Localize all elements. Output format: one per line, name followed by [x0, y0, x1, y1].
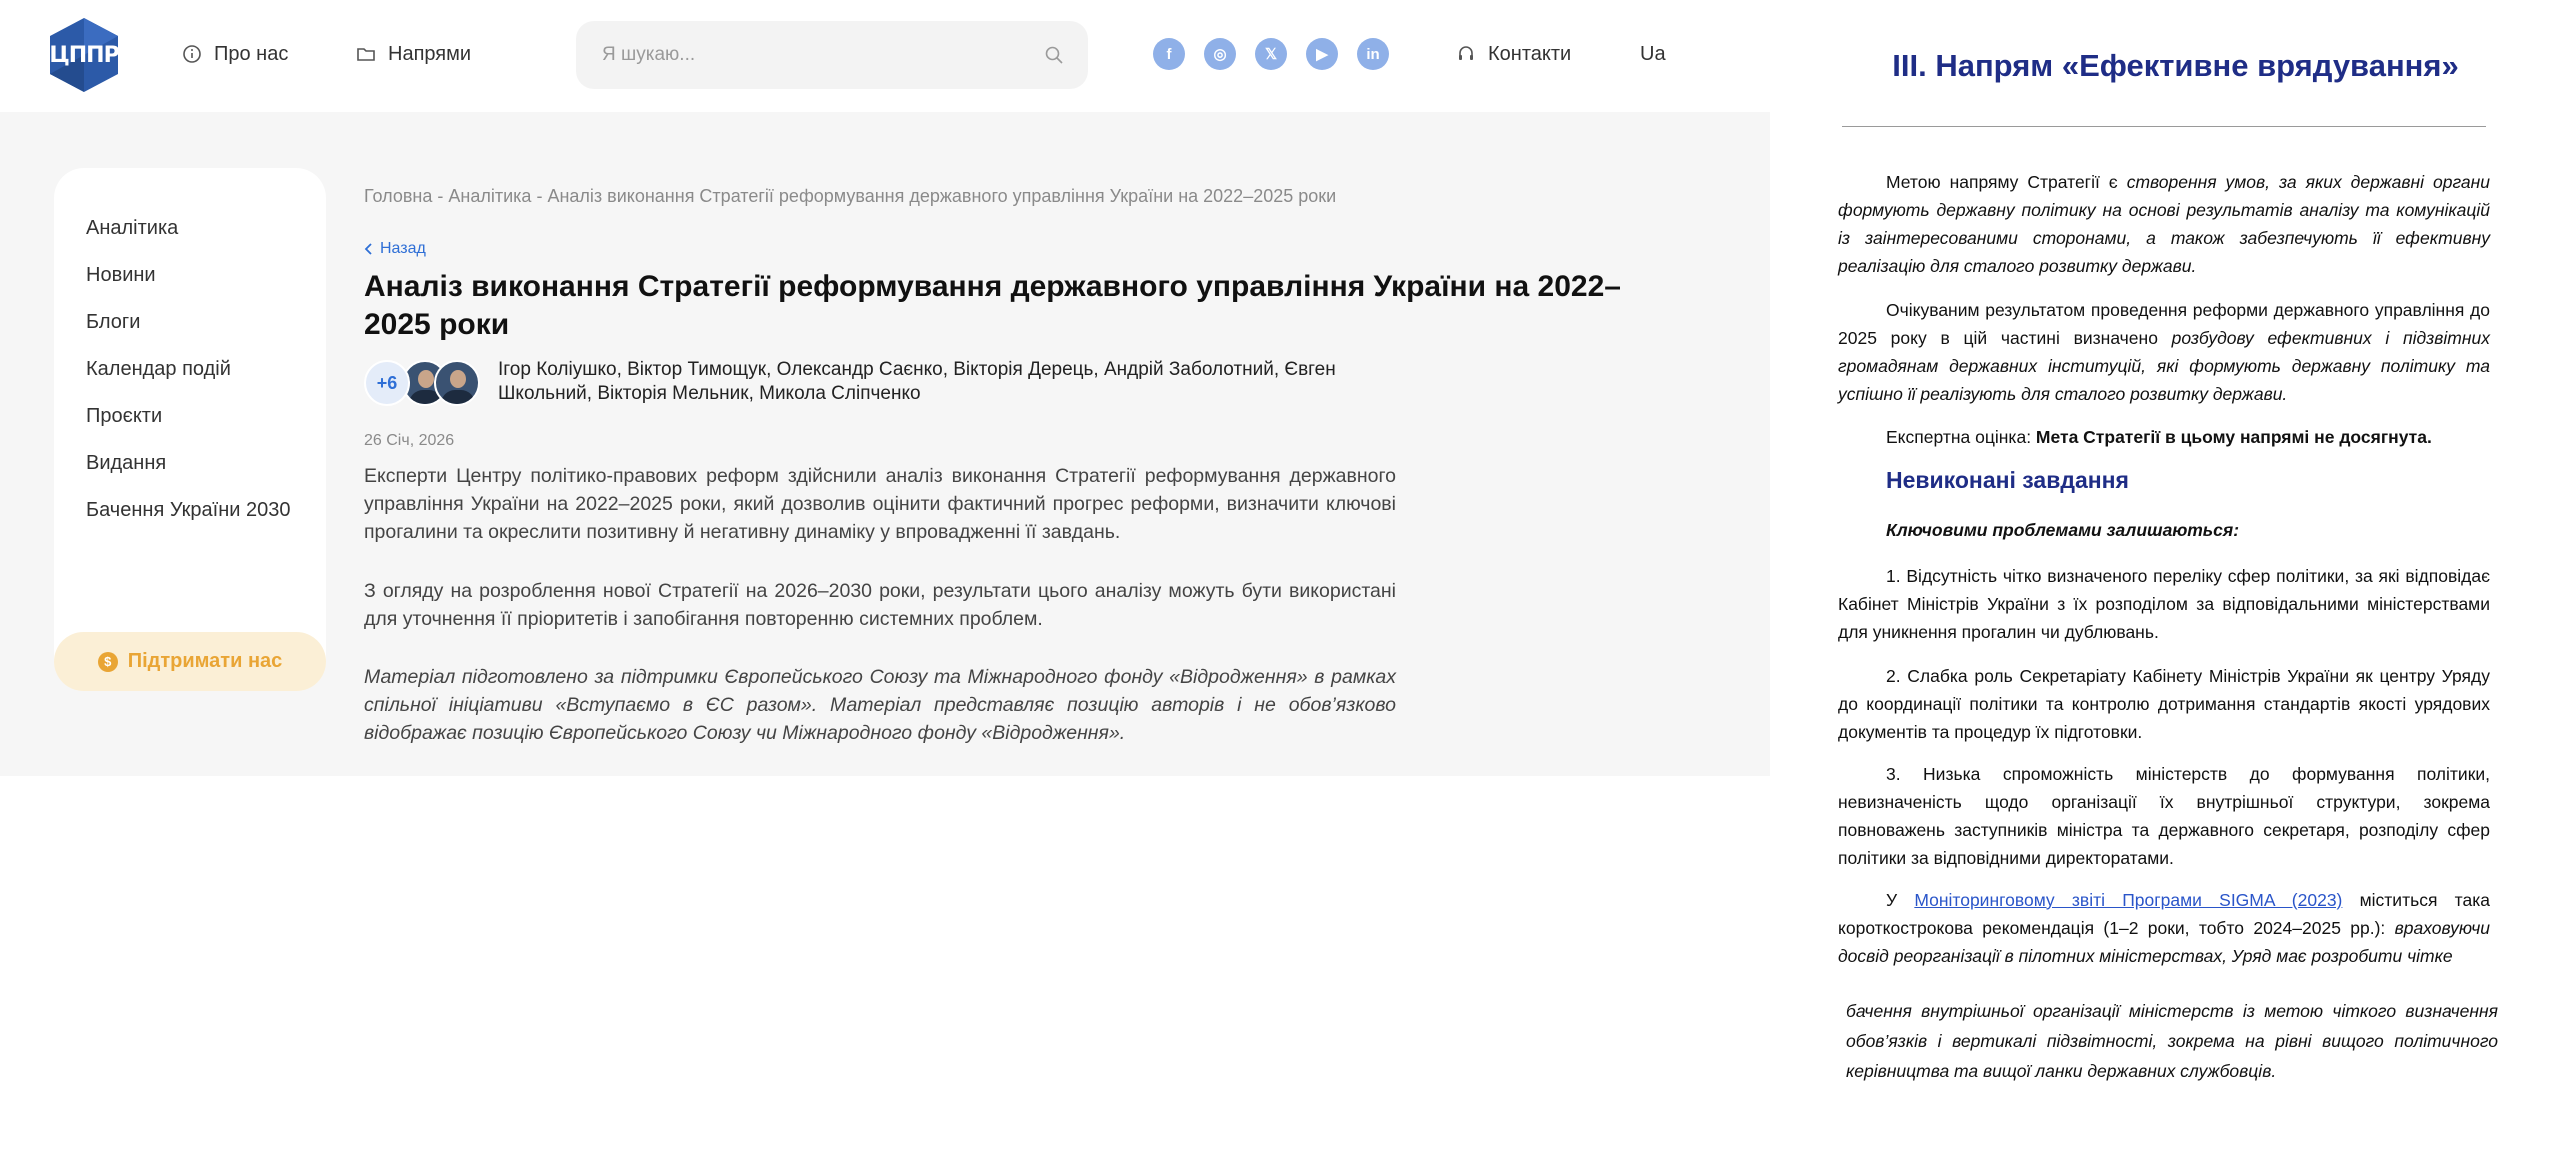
document-list-item: 1. Відсутність чітко визначеного переліку сфер політики, за які відповідає Кабінет Міністрів України з їх розподілом за відповідальними міністерствами для уникнення прогалин чи дублювань.	[1838, 566, 2490, 642]
doc-sigma-mid: міститься така короткострокова рекомендація (1–2 роки, тобто 2024–2025 рр.):	[1838, 890, 2490, 938]
folder-icon	[356, 44, 376, 64]
doc-p3-bold: Мета Стратегії в цьому напрямі не досягнута.	[2035, 427, 2432, 447]
publish-date: 26 Січ, 2026	[364, 432, 455, 449]
document-divider	[1842, 126, 2486, 127]
back-link-label: Назад	[380, 240, 426, 257]
sidebar-item-blogs[interactable]: Блоги	[86, 311, 141, 333]
support-us-label: Підтримати нас	[127, 650, 283, 672]
breadcrumb-separator: -	[531, 186, 548, 206]
breadcrumb	[364, 186, 1336, 207]
site-header	[0, 0, 1770, 112]
support-us-button[interactable]	[54, 632, 326, 691]
page-title: Аналіз виконання Стратегії реформування державного управління України на 2022–2025 роки	[364, 270, 1621, 341]
search-input[interactable]	[602, 21, 1022, 89]
doc-p1-start: Метою напряму Стратегії є	[1886, 172, 2127, 192]
document-list-item: 3. Низька спроможність міністерств до формування політики, невизначеність щодо організації їх внутрішньої структури, зокрема повноважень заступників міністра та державного секретаря, розподілу сфер політики за відповідними директоратами.	[1838, 764, 2490, 868]
site-logo[interactable]	[50, 18, 118, 92]
coin-icon: $	[98, 652, 118, 672]
document-subheading: Невиконані завдання	[1886, 467, 2129, 493]
article-paragraph: Експерти Центру політико-правових реформ здійснили аналіз виконання Стратегії реформування державного управління України на 2022–2025 роки, який дозволив оцінити фактичний прогрес реформи, визначити ключові прогалини та окреслити позитивну й негативну динаміку у впровадженні її завдань.	[364, 465, 1396, 543]
document-paragraph-continued: бачення внутрішньої організації міністерств із метою чіткого визначення обов’язків і вертикалі підзвітності, зокрема на рівні вищого політичного керівництва та вищої ланки державних службовців.	[1846, 1001, 2498, 1081]
sigma-report-link[interactable]: Моніторинговому звіті Програми SIGMA (2023)	[1914, 890, 2343, 910]
doc-p1-italic: створення умов, за яких державні органи формують державну політику на основі результатів аналізу та комунікацій із заінтересованими сторонами, а також забезпечують її ефективну реалізацію для сталого розвитку держави.	[1838, 172, 2491, 276]
logo-text: ЦППР	[49, 42, 119, 68]
info-icon	[182, 44, 202, 64]
linkedin-icon[interactable]: in	[1357, 38, 1389, 70]
language-switch[interactable]: Ua	[1640, 42, 1666, 65]
search-icon[interactable]	[1044, 45, 1064, 65]
doc-sigma-start: У	[1886, 890, 1915, 910]
doc-p2-italic: розбудову ефективних і підзвітних громадянам державних інституцій, які формують державну політику та успішно її реалізують для сталого розвитку держави.	[1838, 328, 2490, 404]
breadcrumb-home[interactable]: Головна	[364, 186, 433, 206]
sidebar-item-calendar[interactable]: Календар подій	[86, 358, 231, 380]
youtube-icon[interactable]: ▶	[1306, 38, 1338, 70]
document-preview	[1780, 0, 2571, 1161]
document-paragraph	[1838, 296, 2490, 408]
nav-contacts-label: Контакти	[1488, 42, 1572, 65]
search-box	[576, 21, 1088, 89]
nav-directions[interactable]	[356, 38, 471, 70]
chevron-left-icon	[364, 243, 374, 255]
sidebar-item-analytics[interactable]: Аналітика	[86, 217, 179, 239]
document-key-problems: Ключовими проблемами залишаються:	[1886, 520, 2240, 540]
doc-p2-start: Очікуваним результатом проведення реформи державного управління до 2025 року в цій частині визначено	[1838, 300, 2490, 348]
author-names: Ігор Коліушко, Віктор Тимощук, Олександр Саєнко, Вікторія Дерець, Андрій Заболотний, Євген Школьний, Вікторія Мельник, Микола Сліпченко	[498, 359, 1336, 404]
doc-p3-start: Експертна оцінка:	[1886, 427, 2036, 447]
document-title: ІІІ. Напрям «Ефективне врядування»	[1892, 48, 2459, 83]
breadcrumb-current: Аналіз виконання Стратегії реформування державного управління України на 2022–2025 роки	[547, 186, 1337, 206]
document-paragraph	[1838, 423, 2490, 451]
back-link[interactable]	[364, 240, 426, 258]
nav-about[interactable]	[182, 38, 288, 70]
facebook-icon[interactable]: f	[1153, 38, 1185, 70]
nav-directions-label: Напрями	[388, 42, 472, 65]
document-paragraph	[1838, 886, 2490, 970]
nav-contacts[interactable]	[1456, 38, 1571, 70]
document-list-item: 2. Слабка роль Секретаріату Кабінету Міністрів України як центру Уряду до координації політики та контролю дотримання стандартів якості урядових документів та процедур їх підготовки.	[1838, 666, 2490, 742]
article-disclaimer: Матеріал підготовлено за підтримки Європейського Союзу та Міжнародного фонду «Відродження» в рамках спільної ініціативи «Вступаємо в ЄС разом». Матеріал представляє позицію авторів і не обов’язково відображає позицію Європейського Союзу чи Міжнародного фонду «Відродження».	[364, 666, 1396, 744]
sidebar-item-news[interactable]: Новини	[86, 264, 156, 286]
authors-more-badge[interactable]: +6	[364, 360, 410, 406]
x-twitter-icon[interactable]: 𝕏	[1255, 38, 1287, 70]
avatar[interactable]	[434, 360, 480, 406]
breadcrumb-separator: -	[432, 186, 449, 206]
sidebar-item-vision-2030[interactable]: Бачення України 2030	[86, 499, 291, 521]
instagram-icon[interactable]: ◎	[1204, 38, 1236, 70]
article-paragraph: З огляду на розроблення нової Стратегії на 2026–2030 роки, результати цього аналізу можуть бути використані для уточнення її пріоритетів і запобігання повторенню системних проблем.	[364, 580, 1396, 630]
doc-sigma-italic: враховуючи досвід реорганізації в пілотних міністерствах, Уряд має розробити чітке	[1838, 918, 2490, 966]
nav-about-label: Про нас	[214, 42, 289, 65]
document-paragraph	[1838, 168, 2490, 280]
sidebar	[54, 168, 326, 691]
sidebar-item-publications[interactable]: Видання	[86, 452, 167, 474]
social-links	[1153, 38, 1389, 70]
sidebar-item-projects[interactable]: Проєкти	[86, 405, 163, 427]
headset-icon	[1456, 44, 1476, 64]
breadcrumb-analytics[interactable]: Аналітика	[448, 186, 532, 206]
